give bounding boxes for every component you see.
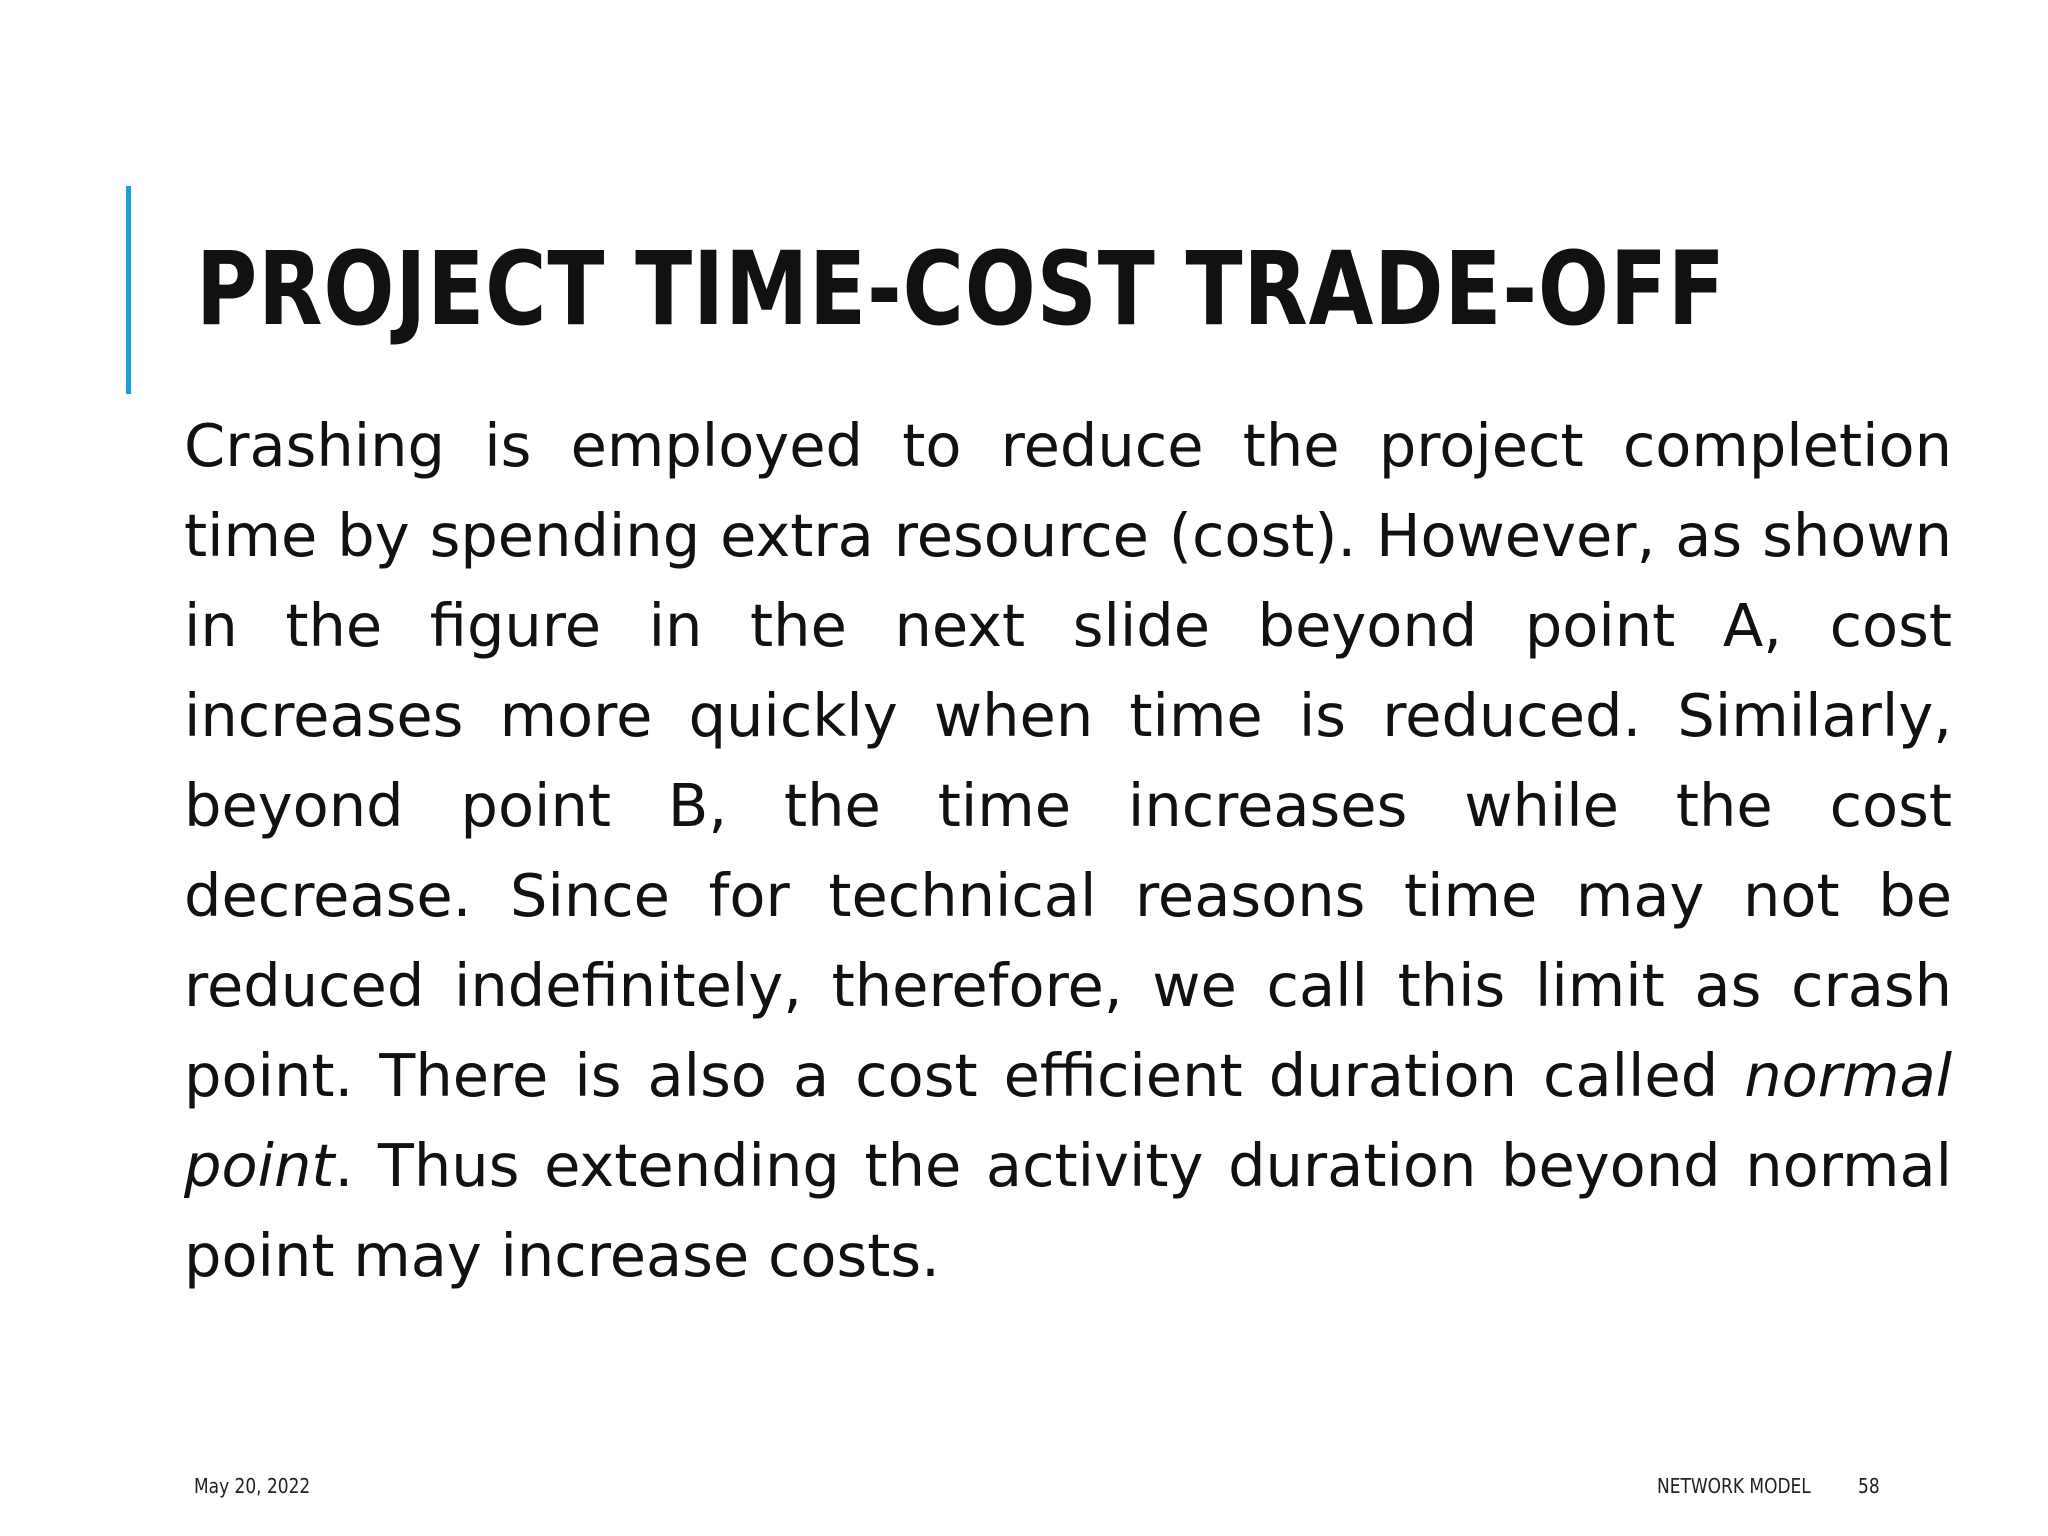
body-text-emphasis: normal point [184,1041,1952,1200]
slide-body-paragraph [184,401,1952,1301]
footer-section-label: NETWORK MODEL [1657,1474,1811,1498]
slide-title: PROJECT TIME-COST TRADE-OFF [196,230,1726,349]
footer-page-number: 58 [1858,1474,1880,1498]
footer-date: May 20, 2022 [194,1474,311,1498]
title-accent-bar [126,186,131,394]
body-text-part-1: Crashing is employed to reduce the project completion time by spending extra resource (cost). However, as shown in the figure in the next slide beyond point A, cost increases more quickly when time is reduced. Similarly, beyond point B, the time increases while the cost decrease. Since for technical reasons time may not be reduced indefinitely, therefore, we call this limit as crash point. There is also a cost efficient duration called [184,411,1952,1110]
body-text-part-2: . Thus extending the activity duration beyond normal point may increase costs. [184,1131,1952,1290]
